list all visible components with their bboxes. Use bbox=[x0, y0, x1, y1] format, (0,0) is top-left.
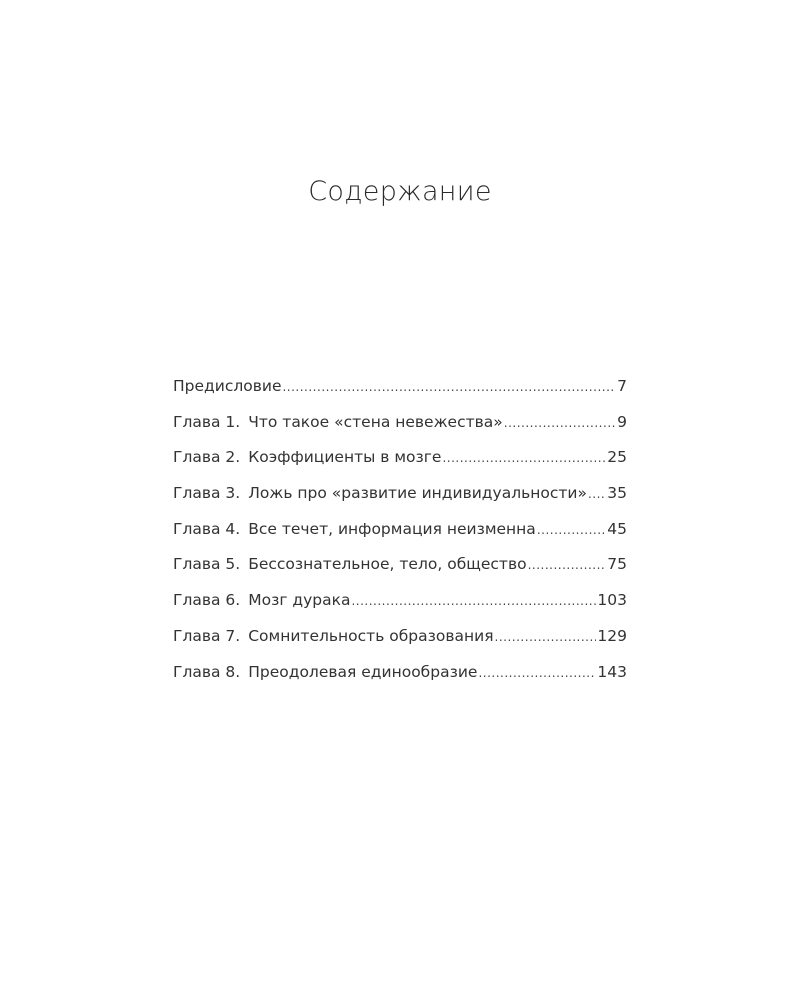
toc-entry-title: Предисловие bbox=[173, 377, 282, 395]
toc-entry-title: Все течет, информация неизменна bbox=[248, 519, 536, 538]
toc-entry-chapter-5[interactable] bbox=[173, 555, 627, 591]
toc-entry-chapter-8[interactable] bbox=[173, 663, 627, 699]
toc-entry-chapter-6[interactable] bbox=[173, 591, 627, 627]
toc-page-number: 103 bbox=[597, 591, 627, 610]
toc-page-number: 129 bbox=[597, 626, 627, 645]
dot-leader bbox=[478, 666, 596, 680]
toc-page-number: 75 bbox=[607, 555, 627, 574]
toc-entry-title: Мозг дурака bbox=[248, 591, 351, 610]
toc-entry-chapter-4[interactable] bbox=[173, 520, 627, 556]
toc-chapter-label: Глава 7. bbox=[173, 626, 241, 645]
toc-page-number: 143 bbox=[597, 662, 627, 681]
dot-leader bbox=[504, 416, 616, 430]
toc-entry-chapter-7[interactable] bbox=[173, 627, 627, 663]
toc-page-number: 35 bbox=[607, 484, 627, 503]
toc-entry-title: Бессознательное, тело, общество bbox=[248, 555, 527, 574]
toc-entry-title: Ложь про «развитие индивидуальности» bbox=[248, 484, 587, 503]
toc-entry-title: Преодолевая единообразие bbox=[248, 662, 478, 681]
dot-leader bbox=[442, 451, 606, 465]
toc-entry-chapter-3[interactable] bbox=[173, 484, 627, 520]
toc-page-number: 45 bbox=[607, 519, 627, 538]
toc-entry-title: Сомнительность образования bbox=[248, 626, 494, 645]
dot-leader bbox=[495, 630, 597, 644]
dot-leader bbox=[537, 523, 606, 537]
toc-page-number: 7 bbox=[617, 377, 627, 395]
toc-chapter-label: Глава 6. bbox=[173, 591, 241, 610]
dot-leader bbox=[588, 487, 606, 501]
page-title: Содержание bbox=[308, 176, 492, 207]
toc-entry-title: Что такое «стена невежества» bbox=[248, 412, 503, 431]
toc-page-number: 25 bbox=[607, 448, 627, 467]
toc-entry-preface[interactable] bbox=[173, 377, 627, 413]
dot-leader bbox=[351, 594, 596, 608]
dot-leader bbox=[282, 380, 616, 394]
toc-chapter-label: Глава 1. bbox=[173, 412, 241, 431]
toc-entry-chapter-1[interactable] bbox=[173, 413, 627, 449]
toc-entry-chapter-2[interactable] bbox=[173, 448, 627, 484]
toc-chapter-label: Глава 4. bbox=[173, 519, 241, 538]
table-of-contents bbox=[173, 377, 627, 698]
toc-chapter-label: Глава 3. bbox=[173, 484, 241, 503]
toc-entry-title: Коэффициенты в мозге bbox=[248, 448, 442, 467]
dot-leader bbox=[528, 558, 607, 572]
toc-chapter-label: Глава 8. bbox=[173, 662, 241, 681]
toc-page-number: 9 bbox=[617, 412, 627, 431]
toc-chapter-label: Глава 2. bbox=[173, 448, 241, 467]
toc-chapter-label: Глава 5. bbox=[173, 555, 241, 574]
